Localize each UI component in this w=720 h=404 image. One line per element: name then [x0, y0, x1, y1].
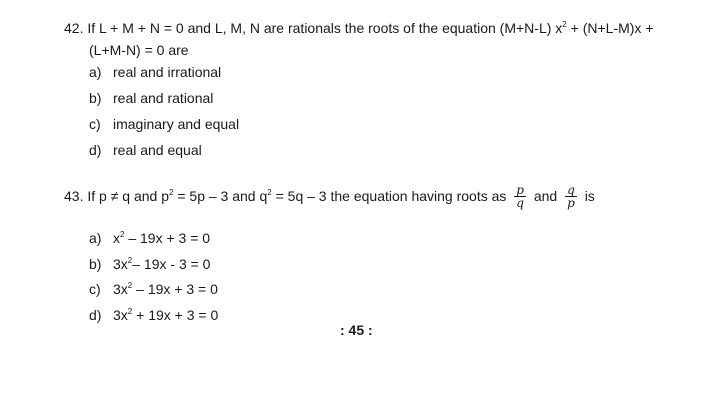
question-43-number: 43. [64, 188, 84, 204]
question-43-option-c [89, 279, 218, 299]
option-rest: – 19x + 3 = 0 [132, 281, 218, 297]
option-exponent: 2 [120, 230, 125, 239]
fraction-q-over-p [565, 184, 577, 209]
option-letter: c) [89, 116, 101, 132]
question-43-exponent-q: 2 [267, 188, 272, 197]
option-rest: – 19x + 3 = 0 [124, 230, 211, 246]
option-letter: b) [89, 256, 102, 272]
question-43-option-d [89, 305, 218, 325]
option-exponent: 2 [127, 256, 133, 265]
option-rest: – 19x - 3 = 0 [132, 256, 211, 272]
question-42-exponent: 2 [562, 20, 567, 29]
fraction-numerator: q [567, 182, 575, 197]
option-letter: c) [89, 281, 101, 297]
option-text: real and equal [113, 142, 202, 158]
option-exponent: 2 [127, 307, 133, 316]
option-exponent: 2 [127, 281, 133, 290]
page-number: : 45 : [340, 322, 373, 338]
question-42-stem [64, 17, 694, 61]
option-rest: + 19x + 3 = 0 [132, 307, 219, 323]
option-letter: d) [89, 142, 102, 158]
question-43-text-d: and [533, 188, 558, 204]
fraction-denominator: p [567, 195, 575, 210]
question-42-option-d [89, 140, 202, 160]
question-42-line-2: (L+M-N) = 0 are [89, 42, 189, 58]
option-letter: b) [89, 90, 102, 106]
option-letter: d) [89, 307, 102, 323]
option-letter: a) [89, 64, 102, 80]
question-43-text-a: If p ≠ q and p [87, 188, 169, 204]
question-42-number: 42. [64, 20, 84, 36]
fraction-denominator: q [516, 195, 524, 210]
option-letter: a) [89, 230, 102, 246]
question-43-option-a [89, 228, 210, 248]
question-43-stem [64, 184, 694, 210]
question-43-text-c: = 5q – 3 the equation having roots as [271, 188, 507, 204]
question-43-text-b: = 5p – 3 and q [173, 188, 268, 204]
question-42-line-1 [64, 17, 694, 39]
option-term: x [113, 230, 120, 246]
option-term: 3x [113, 256, 128, 272]
question-43-exponent-p: 2 [169, 188, 174, 197]
option-term: 3x [113, 281, 128, 297]
option-text: imaginary and equal [113, 116, 240, 132]
question-43-option-b [89, 254, 210, 274]
question-42-option-a [89, 62, 221, 82]
option-text: real and irrational [113, 64, 222, 80]
question-42-text-b: + (N+L-M)x + [566, 20, 654, 36]
question-42-option-b [89, 88, 213, 108]
option-term: 3x [113, 307, 128, 323]
question-42-option-c [89, 114, 239, 134]
fraction-p-over-q [514, 184, 526, 209]
question-43-text-e: is [584, 188, 595, 204]
question-42-text-a: If L + M + N = 0 and L, M, N are rationals the roots of the equation (M+N-L) x [87, 20, 563, 36]
option-text: real and rational [113, 90, 214, 106]
fraction-numerator: p [516, 182, 524, 197]
